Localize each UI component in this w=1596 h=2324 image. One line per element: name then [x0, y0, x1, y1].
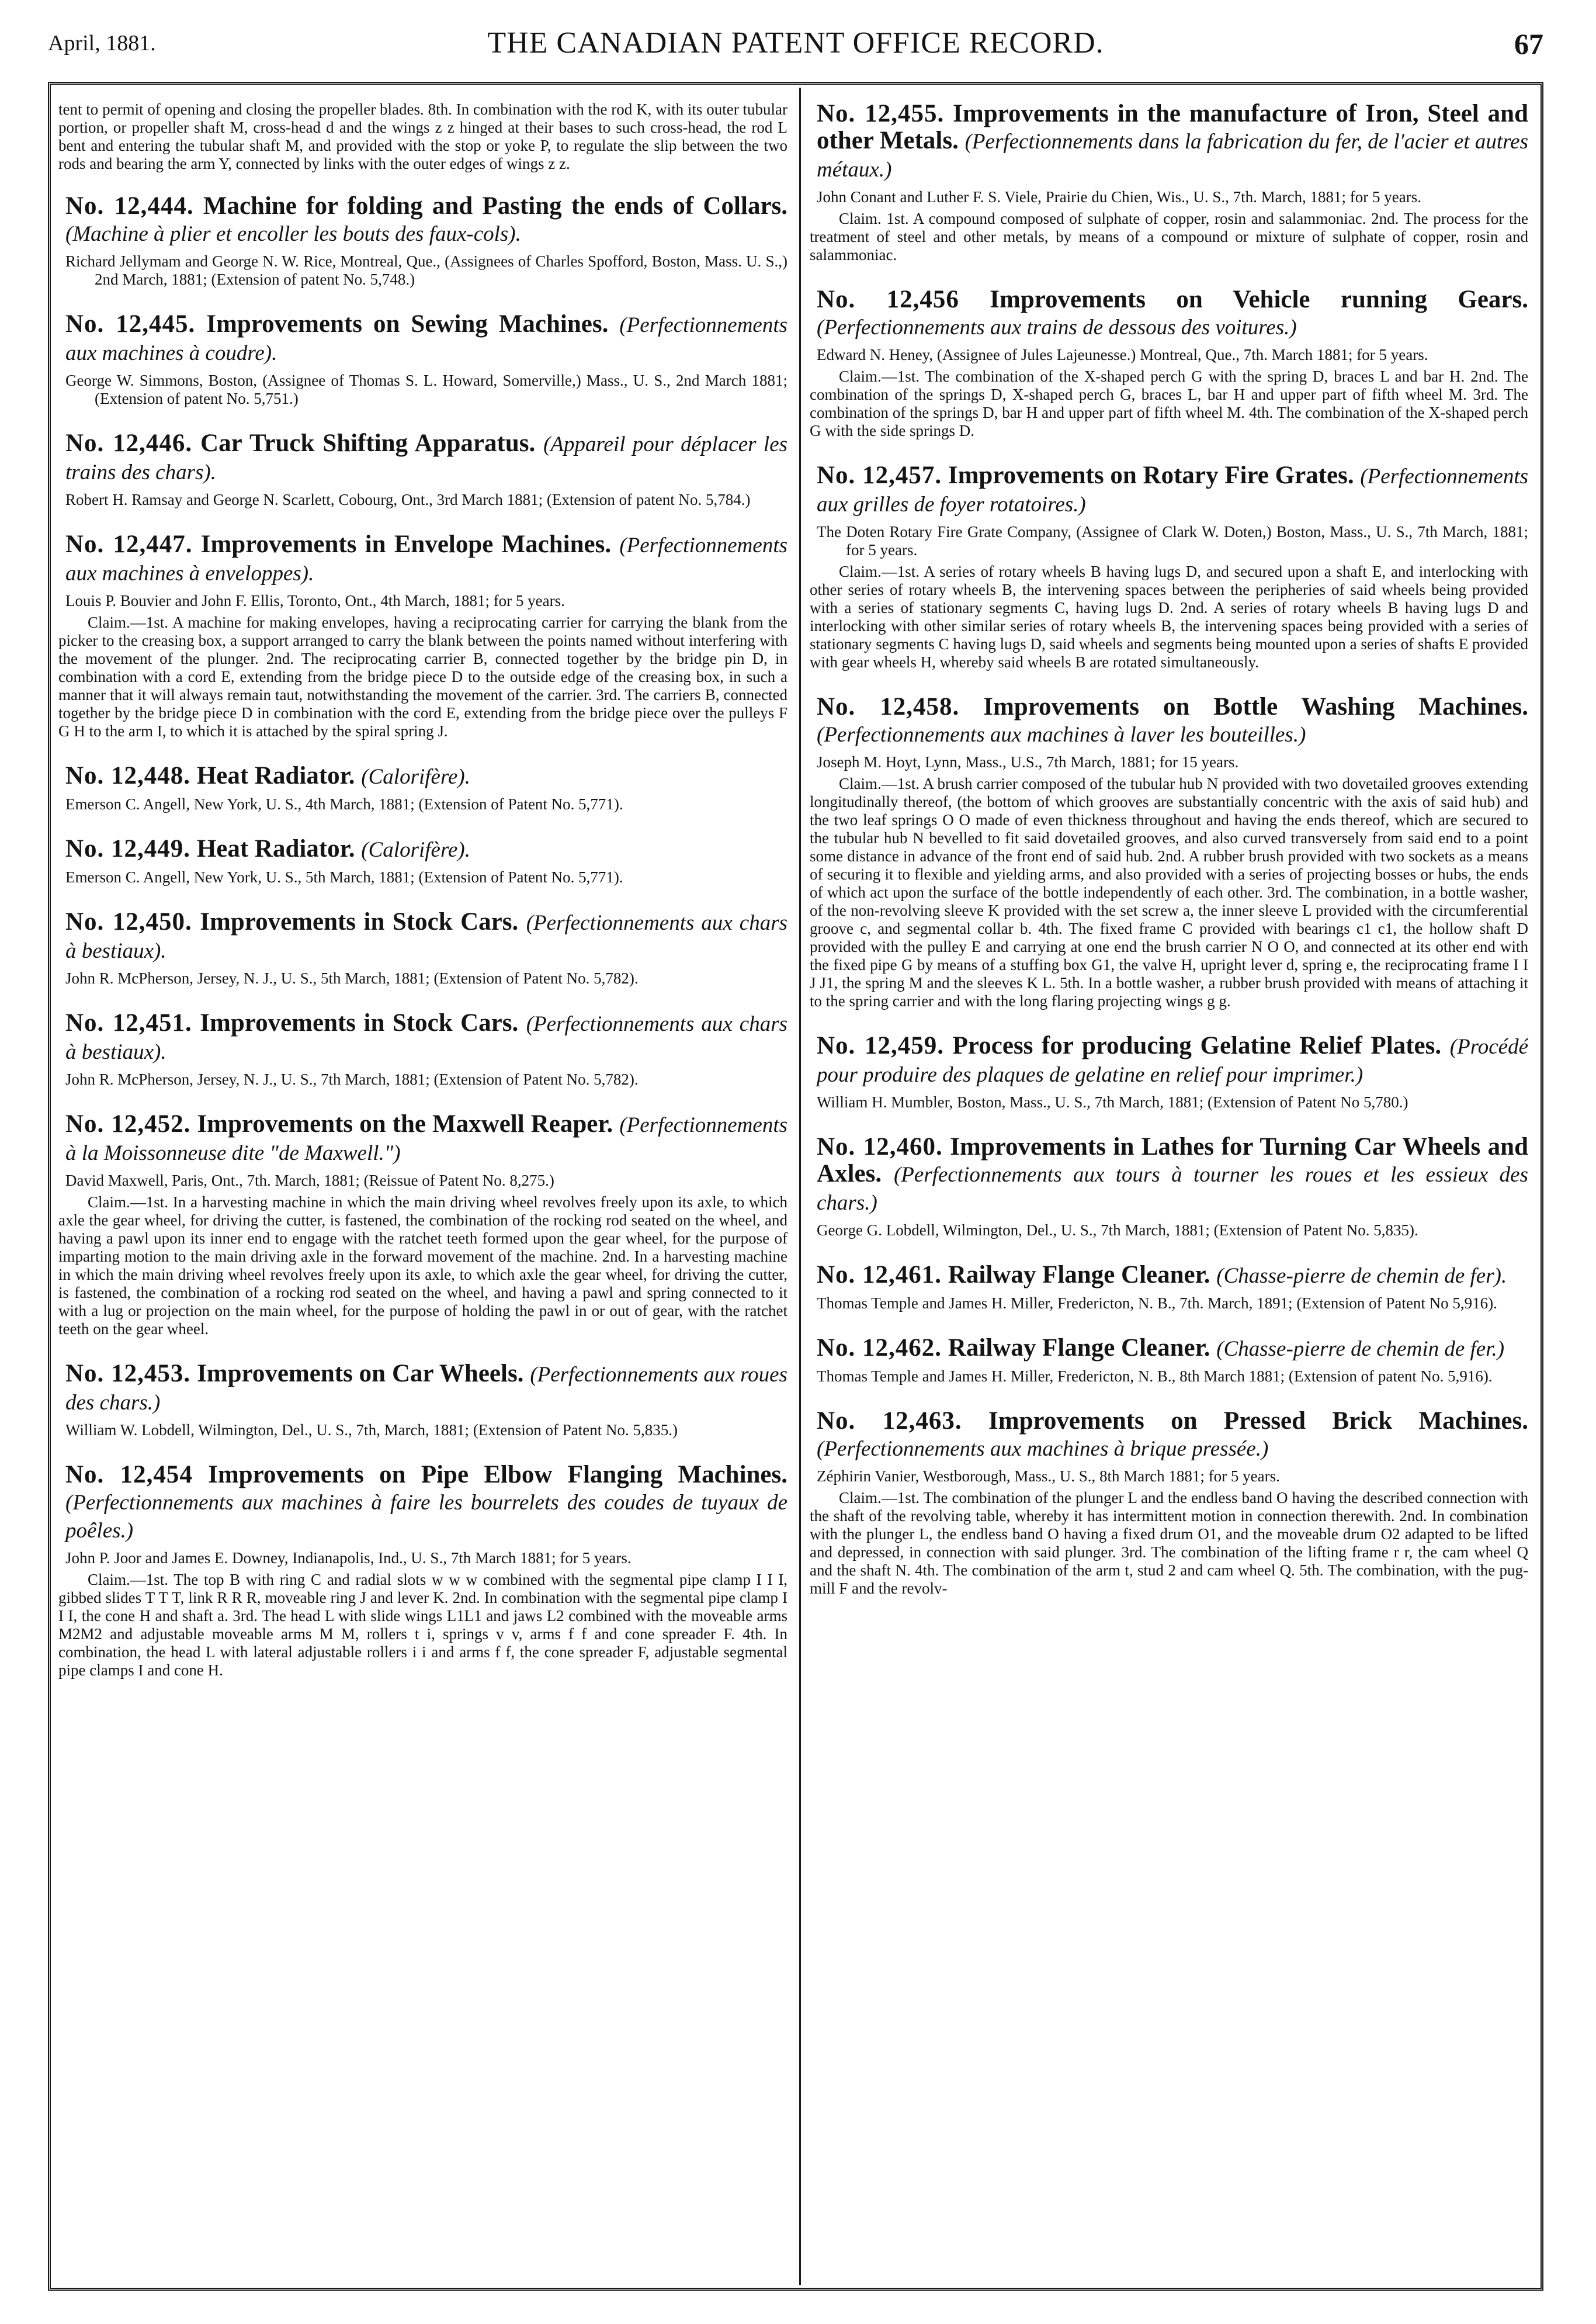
patent-french-title: (Perfectionnements aux machines à brique pressée.): [817, 1437, 1269, 1461]
patent-grantee: Joseph M. Hoyt, Lynn, Mass., U.S., 7th March, 1881; for 15 years.: [817, 753, 1239, 771]
patent-french-title: (Chasse-pierre de chemin de fer).: [1216, 1264, 1507, 1288]
running-head: [48, 13, 1543, 65]
patent-claim: Claim.—1st. The combination of the X-shaped perch G with the spring D, braces L and bar H. 2nd. The combination of the springs D, X-shaped perch G, braces L, bar H and upper part of fifth wheel M. 3rd. The combination of the springs D, bar H and upper part of fifth wheel M. 4th. The combination of the X-shaped perch G with the side springs D.: [810, 368, 1528, 439]
patent-heading: [58, 1010, 787, 1066]
patent-heading: [810, 101, 1528, 183]
page-number: 67: [1514, 27, 1543, 60]
patent-french-title: (Perfectionnements aux chars à bestiaux).: [65, 1012, 787, 1064]
patent-claim: Claim.—1st. A machine for making envelopes, having a reciprocating carrier for carrying the blank from the picker to the creasing box, a support arranged to carry the blank between the points named without interfering with the movement of the plunger. 2nd. The reciprocating carrier B, connected together by the bridge pin D, in combination with a cord E, extending from the bridge piece D to the outside edge of the creasing box, in such a manner that it will always remain taut, notwithstanding the movement of the carrier. 3rd. The carriers B, connected together by the bridge piece D in combination with the cord E, extending from the bridge piece over the pulleys F G H to the arm I, to which it is attached by the spiral spring J.: [58, 614, 787, 740]
patent-french-title: (Perfectionnements aux machines à coudre).: [65, 313, 787, 365]
patent-heading: [810, 462, 1528, 518]
patent-claim: Claim. 1st. A compound composed of sulphate of copper, rosin and salammoniac. 2nd. The process for the treatment of steel and other metals, by means of a compound or mixture of sulphate of copper, rosin and salammoniac.: [810, 210, 1528, 264]
patent-heading: [810, 286, 1528, 341]
patent-grantee: The Doten Rotary Fire Grate Company, (Assignee of Clark W. Doten,) Boston, Mass., U. S., 7th March, 1881; for 5 years.: [817, 523, 1528, 559]
patent-claim: Claim.—1st. A series of rotary wheels B having lugs D, and secured upon a shaft E, and interlocking with other series of rotary wheels B, the intervening spaces between the peripheries of said wheels being provided with a series of stationary segments C, having lugs D. 2nd. A series of rotary wheels B having lugs D and interlocking with other similar series of rotary wheels B, the intervening spaces being provided with a series of stationary segments C having lugs D, said wheels and segments being mounted upon a series of shafts E provided with gear wheels H, whereby said wheels B are rotated simultaneously.: [810, 563, 1528, 671]
patent-number: No. 12,460.: [817, 1133, 943, 1161]
left-column: [58, 101, 787, 2283]
patent-grantee: Thomas Temple and James H. Miller, Fredericton, N. B., 7th. March, 1891; (Extension of Patent No 5,916).: [817, 1294, 1497, 1312]
patent-number: No. 12,449.: [65, 835, 191, 863]
patent-grantee: Richard Jellymam and George N. W. Rice, Montreal, Que., (Assignees of Charles Spofford, Boston, Mass. U. S.,) 2nd March, 1881; (Extension of patent No. 5,748.): [65, 252, 787, 288]
patent-grantee: George W. Simmons, Boston, (Assignee of Thomas S. L. Howard, Somerville,) Mass., U. S., 2nd March 1881; (Extension of patent No. 5,751.): [65, 372, 787, 407]
patent-title: Improvements in Envelope Machines.: [200, 531, 612, 558]
patent-number: No. 12,444.: [65, 192, 194, 220]
patent-number: No. 12,456: [817, 286, 959, 313]
patent-heading: [58, 1360, 787, 1416]
patent-grantee: George G. Lobdell, Wilmington, Del., U. S., 7th March, 1881; (Extension of Patent No. 5,835).: [817, 1221, 1418, 1239]
patent-claim: Claim.—1st. The combination of the plunger L and the endless band O having the described connection with the shaft of the revolving table, whereby it has intermittent motion in connection therewith. 2nd. In combination with the plunger L, the endless band O having a fixed drum O1, and the moveable drum O2 adapted to be lifted and depressed, in connection with said plunger. 3rd. The combination of the lifting frame r r, the cam wheel Q and the shaft N. 4th. The combination of the arm t, stud 2 and cam wheel Q. 5th. The combination, with the pug-mill F and the revolv-: [810, 1489, 1528, 1597]
patent-claim: Claim.—1st. In a harvesting machine in which the main driving wheel revolves freely upon its axle, to which axle the gear wheel, for driving the cutter, is fastened, the combination of the rocking rod seated on the wheel, and having a pawl upon its inner end to engage with the ratchet teeth formed upon the gear wheel, for the purpose of imparting motion to the main driving axle in the forward movement of the machine. 2nd. In a harvesting machine in which the main driving wheel revolves freely upon its axle, to which axle the gear wheel, for driving the cutter, is fastened, the combination of a rocking rod seated on the wheel, and having a pawl and spring connected to it with a lug or projection on the main wheel, for the purpose of holding the pawl in or out of gear, with the ratchet teeth on the gear wheel.: [58, 1193, 787, 1338]
patent-title: Car Truck Shifting Apparatus.: [200, 430, 536, 457]
patent-heading: [810, 1262, 1528, 1290]
patent-heading: [58, 531, 787, 587]
column-divider: [799, 88, 801, 2285]
patent-french-title: (Perfectionnements aux tours à tourner les roues et les essieux des chars.): [817, 1163, 1528, 1215]
patent-grantee: John Conant and Luther F. S. Viele, Prairie du Chien, Wis., U. S., 7th. March, 1881; for 5 years.: [817, 188, 1422, 206]
patent-entry: [58, 531, 787, 740]
patent-french-title: (Calorifère).: [361, 838, 470, 862]
issue-date: April, 1881.: [48, 31, 156, 56]
patent-french-title: (Perfectionnements dans la fabrication du fer, de l'acier et autres métaux.): [817, 130, 1528, 182]
patent-french-title: (Perfectionnements aux chars à bestiaux).: [65, 911, 787, 963]
patent-heading: [810, 694, 1528, 749]
publication-title: THE CANADIAN PATENT OFFICE RECORD.: [487, 26, 1104, 60]
patent-entry: [810, 1033, 1528, 1111]
patent-grantee: Emerson C. Angell, New York, U. S., 4th March, 1881; (Extension of Patent No. 5,771).: [65, 795, 623, 813]
patent-number: No. 12,448.: [65, 762, 191, 789]
patent-french-title: (Perfectionnements aux roues des chars.): [65, 1363, 787, 1415]
patent-entry: [58, 1010, 787, 1089]
patent-number: No. 12,463.: [817, 1407, 962, 1435]
patent-title: Improvements in Stock Cars.: [200, 1009, 519, 1037]
patent-grantee: William H. Mumbler, Boston, Mass., U. S., 7th March, 1881; (Extension of Patent No 5,780.): [817, 1093, 1408, 1111]
patent-number: No. 12,454: [65, 1461, 193, 1488]
patent-french-title: (Chasse-pierre de chemin de fer.): [1216, 1337, 1505, 1361]
patent-french-title: (Appareil pour déplacer les trains des chars).: [65, 432, 787, 484]
patent-title: Improvements on Vehicle running Gears.: [990, 286, 1528, 313]
patent-title: Heat Radiator.: [196, 835, 355, 863]
patent-entry: [58, 1461, 787, 1679]
patent-french-title: (Calorifère).: [361, 765, 470, 789]
patent-title: Improvements on Pressed Brick Machines.: [988, 1407, 1528, 1435]
patent-number: No. 12,452.: [65, 1110, 191, 1138]
patent-french-title: (Perfectionnements aux machines à laver les bouteilles.): [817, 723, 1306, 747]
patent-entry: [58, 836, 787, 886]
patent-heading: [58, 1461, 787, 1544]
patent-number: No. 12,447.: [65, 531, 193, 558]
patent-claim: Claim.—1st. A brush carrier composed of the tubular hub N provided with two dovetailed grooves extending longitudinally thereof, (the bottom of which grooves are substantially concentric with the axis of said hub) and the two leaf springs O O made of even thickness throughout and having the ends thereof, which are secured to the tubular hub N bevelled to fit said dovetailed grooves, and also curved transversely from said end to a point some distance in advance of the front end of said hub. 2nd. A rubber brush provided with two sockets as a means of securing it to flexible and yielding arms, and also provided with a series of projecting bosses or hubs, the ends of which act upon the surface of the bottle independently of each other. 3rd. The combination, in a bottle washer, of the non-revolving sleeve K provided with the set screw a, the inner sleeve L provided with the circumferential groove c, and segmental collar b. 4th. The fixed frame C provided with bearings c1 c1, the hollow shaft D provided with the pulley E and carrying at one end the brush carrier N O O, and connected at its other end with the fixed pipe G by means of a stuffing box G1, the valve H, upright lever d, spring e, the reciprocating frame I I J J1, the spring M and the sleeves K L. 5th. In a bottle washer, a rubber brush provided with means of attaching it to the spring carrier and with the long flaring projecting wings g g.: [810, 775, 1528, 1010]
patent-heading: [58, 1111, 787, 1167]
patent-number: No. 12,457.: [817, 462, 942, 489]
patent-entry: [810, 1262, 1528, 1312]
continued-claim-text: tent to permit of opening and closing the propeller blades. 8th. In combination with the rod K, with its outer tubular portion, or propeller shaft M, cross-head d and the wings z z hinged at their bases to such cross-head, the rod L bent and entering the tubular shaft M, and provided with the stop or yoke P, to regulate the slip between the two rods and bearing the arm Y, connected by links with the outer edges of wings z z.: [58, 101, 787, 172]
patent-entry: [58, 1111, 787, 1338]
patent-grantee: William W. Lobdell, Wilmington, Del., U. S., 7th, March, 1881; (Extension of Patent No. 5,835.): [65, 1421, 678, 1439]
patent-title: Improvements on Bottle Washing Machines.: [983, 693, 1528, 721]
patent-title: Railway Flange Cleaner.: [948, 1261, 1210, 1289]
patent-entry: [810, 1408, 1528, 1598]
patent-title: Improvements on the Maxwell Reaper.: [197, 1110, 613, 1138]
patent-grantee: John R. McPherson, Jersey, N. J., U. S., 5th March, 1881; (Extension of Patent No. 5,782).: [65, 969, 639, 987]
patent-french-title: (Perfectionnements aux machines à faire les bourrelets des coudes de tuyaux de poêles.): [65, 1491, 787, 1543]
patent-entry: [58, 909, 787, 988]
patent-entry: [58, 1360, 787, 1439]
patent-heading: [58, 763, 787, 791]
patent-heading: [810, 1408, 1528, 1463]
patent-number: No. 12,459.: [817, 1032, 944, 1059]
patent-entry: [58, 311, 787, 408]
patent-number: No. 12,451.: [65, 1009, 192, 1037]
patent-entry: [810, 462, 1528, 671]
patent-number: No. 12,458.: [817, 693, 960, 721]
patent-grantee: John R. McPherson, Jersey, N. J., U. S., 7th March, 1881; (Extension of Patent No. 5,782).: [65, 1071, 639, 1088]
patent-french-title: (Procédé pour produire des plaques de gelatine en relief pour imprimer.): [817, 1035, 1528, 1087]
patent-entry: [810, 286, 1528, 440]
patent-number: No. 12,453.: [65, 1360, 191, 1387]
patent-title: Heat Radiator.: [196, 762, 355, 789]
patent-heading: [58, 836, 787, 864]
patent-grantee: Thomas Temple and James H. Miller, Fredericton, N. B., 8th March 1881; (Extension of patent No. 5,916).: [817, 1367, 1493, 1385]
patent-entry: [810, 1335, 1528, 1386]
patent-grantee: David Maxwell, Paris, Ont., 7th. March, 1881; (Reissue of Patent No. 8,275.): [65, 1172, 554, 1189]
patent-heading: [810, 1033, 1528, 1089]
patent-grantee: Robert H. Ramsay and George N. Scarlett, Cobourg, Ont., 3rd March 1881; (Extension of patent No. 5,784.): [65, 491, 751, 508]
patent-title: Improvements on Sewing Machines.: [206, 310, 609, 338]
patent-heading: [58, 909, 787, 965]
patent-title: Improvements in Stock Cars.: [200, 908, 519, 936]
patent-title: Improvements on Car Wheels.: [197, 1360, 524, 1387]
patent-entry: [58, 430, 787, 509]
patent-french-title: (Perfectionnements aux trains de dessous des voitures.): [817, 316, 1297, 340]
patent-heading: [810, 1134, 1528, 1217]
patent-title: Improvements on Rotary Fire Grates.: [948, 462, 1354, 489]
patent-heading: [810, 1335, 1528, 1363]
patent-grantee: Zéphirin Vanier, Westborough, Mass., U. S., 8th March 1881; for 5 years.: [817, 1467, 1280, 1485]
patent-claim: Claim.—1st. The top B with ring C and radial slots w w w combined with the segmental pipe clamp I I I, gibbed slides T T T, link R R R, moveable ring J and lever K. 2nd. In combination with the segmental pipe clamp I I I, the cone H and shaft a. 3rd. The head L with slide wings L1L1 and jaws L2 combined with the moveable arms M2M2 and adjustable moveable arms M M, rollers t i, springs v v, arms f f and cone spreader F. 4th. In combination, the head L with lateral adjustable rollers i i and arms f f, the cone spreader F, adjustable segmental pipe clamps I and cone H.: [58, 1571, 787, 1679]
patent-grantee: Emerson C. Angell, New York, U. S., 5th March, 1881; (Extension of Patent No. 5,771).: [65, 868, 623, 886]
patent-grantee: Edward N. Heney, (Assignee of Jules Lajeunesse.) Montreal, Que., 7th. March 1881; for 5 years.: [817, 346, 1428, 363]
patent-number: No. 12,455.: [817, 101, 945, 127]
patent-entry: [58, 193, 787, 289]
patent-grantee: John P. Joor and James E. Downey, Indianapolis, Ind., U. S., 7th March 1881; for 5 years.: [65, 1549, 632, 1567]
patent-title: Machine for folding and Pasting the ends of Collars.: [203, 192, 787, 220]
patent-number: No. 12,462.: [817, 1334, 942, 1362]
patent-number: No. 12,445.: [65, 310, 196, 338]
patent-entry: [810, 694, 1528, 1010]
patent-french-title: (Perfectionnements aux grilles de foyer rotatoires.): [817, 465, 1528, 517]
patent-heading: [58, 193, 787, 248]
patent-french-title: (Machine à plier et encoller les bouts des faux-cols).: [65, 222, 521, 246]
patent-entry: [810, 101, 1528, 264]
patent-french-title: (Perfectionnements aux machines à enveloppes).: [65, 534, 787, 586]
patent-entry: [810, 1134, 1528, 1239]
patent-number: No. 12,450.: [65, 908, 192, 936]
patent-heading: [58, 311, 787, 367]
patent-number: No. 12,461.: [817, 1261, 942, 1289]
patent-title: Improvements in Lathes for Turning Car Wheels and Axles.: [817, 1133, 1528, 1187]
patent-title: Railway Flange Cleaner.: [948, 1334, 1210, 1362]
right-column: [810, 101, 1528, 2283]
patent-grantee: Louis P. Bouvier and John F. Ellis, Toronto, Ont., 4th March, 1881; for 5 years.: [65, 592, 565, 609]
patent-title: Process for producing Gelatine Relief Plates.: [952, 1032, 1442, 1059]
patent-entry: [58, 763, 787, 813]
patent-title: Improvements on Pipe Elbow Flanging Machines.: [208, 1461, 787, 1488]
patent-title: Improvements in the manufacture of Iron, Steel and other Metals.: [817, 101, 1528, 154]
patent-heading: [58, 430, 787, 486]
patent-number: No. 12,446.: [65, 430, 193, 457]
patent-french-title: (Perfectionnements à la Moissonneuse dite "de Maxwell."): [65, 1113, 787, 1165]
